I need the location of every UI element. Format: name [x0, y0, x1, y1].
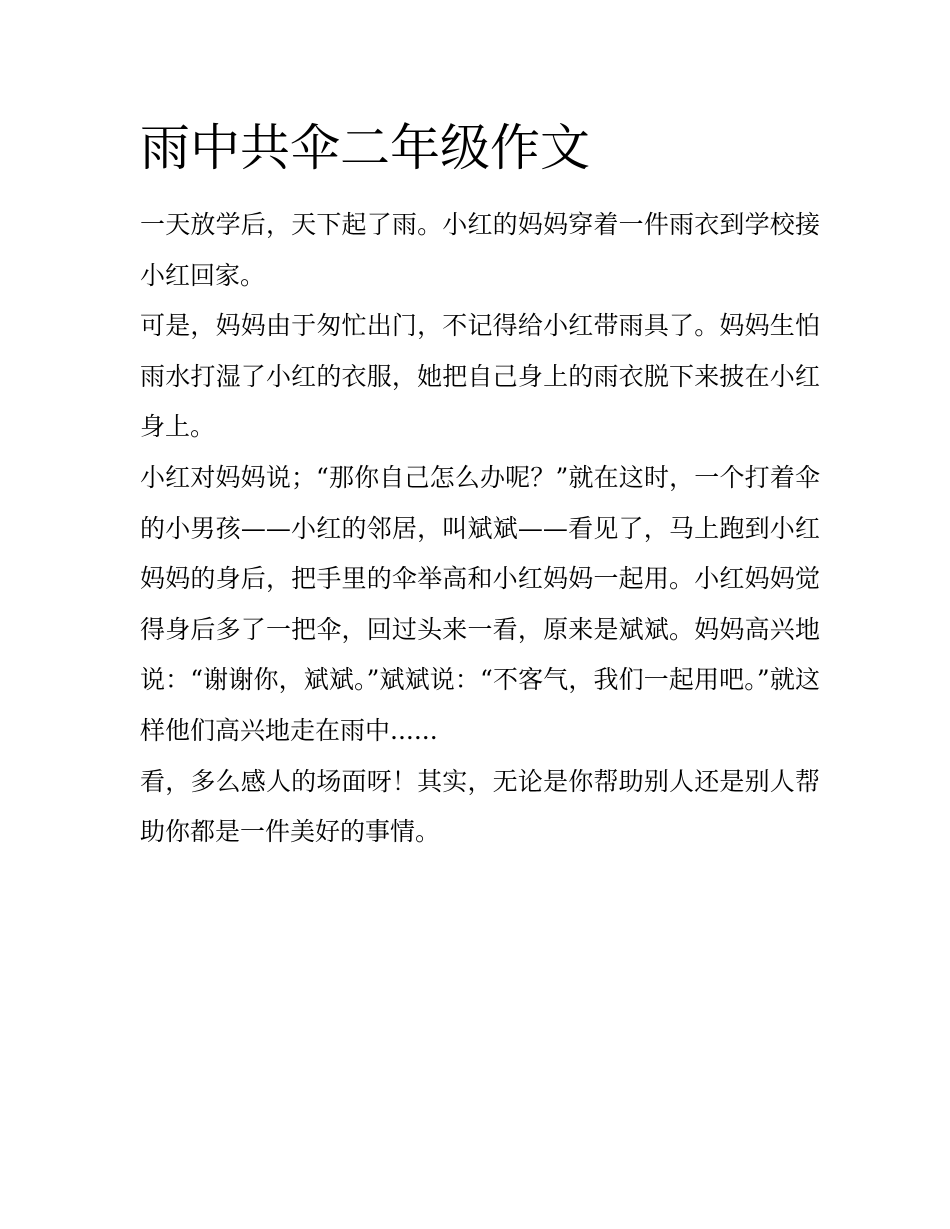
paragraph-2: 可是，妈妈由于匆忙出门，不记得给小红带雨具了。妈妈生怕雨水打湿了小红的衣服，她把自己身上的雨衣脱下来披在小红身上。 [140, 311, 820, 442]
paragraph-1: 一天放学后，天下起了雨。小红的妈妈穿着一件雨衣到学校接小红回家。 [140, 210, 820, 290]
document-body [140, 200, 820, 858]
document-title: 雨中共伞二年级作文 [140, 119, 590, 177]
document-page [140, 112, 820, 858]
paragraph-3: 小红对妈妈说；“那你自己怎么办呢？”就在这时，一个打着伞的小男孩——小红的邻居，叫斌斌——看见了，马上跑到小红妈妈的身后，把手里的伞举高和小红妈妈一起用。小红妈妈觉得身后多了一把伞，回过头来一看，原来是斌斌。妈妈高兴地说：“谢谢你，斌斌。”斌斌说：“不客气，我们一起用吧。”就这样他们高兴地走在雨中...... [140, 462, 820, 745]
paragraph-4: 看，多么感人的场面呀！其实，无论是你帮助别人还是别人帮助你都是一件美好的事情。 [140, 766, 820, 847]
